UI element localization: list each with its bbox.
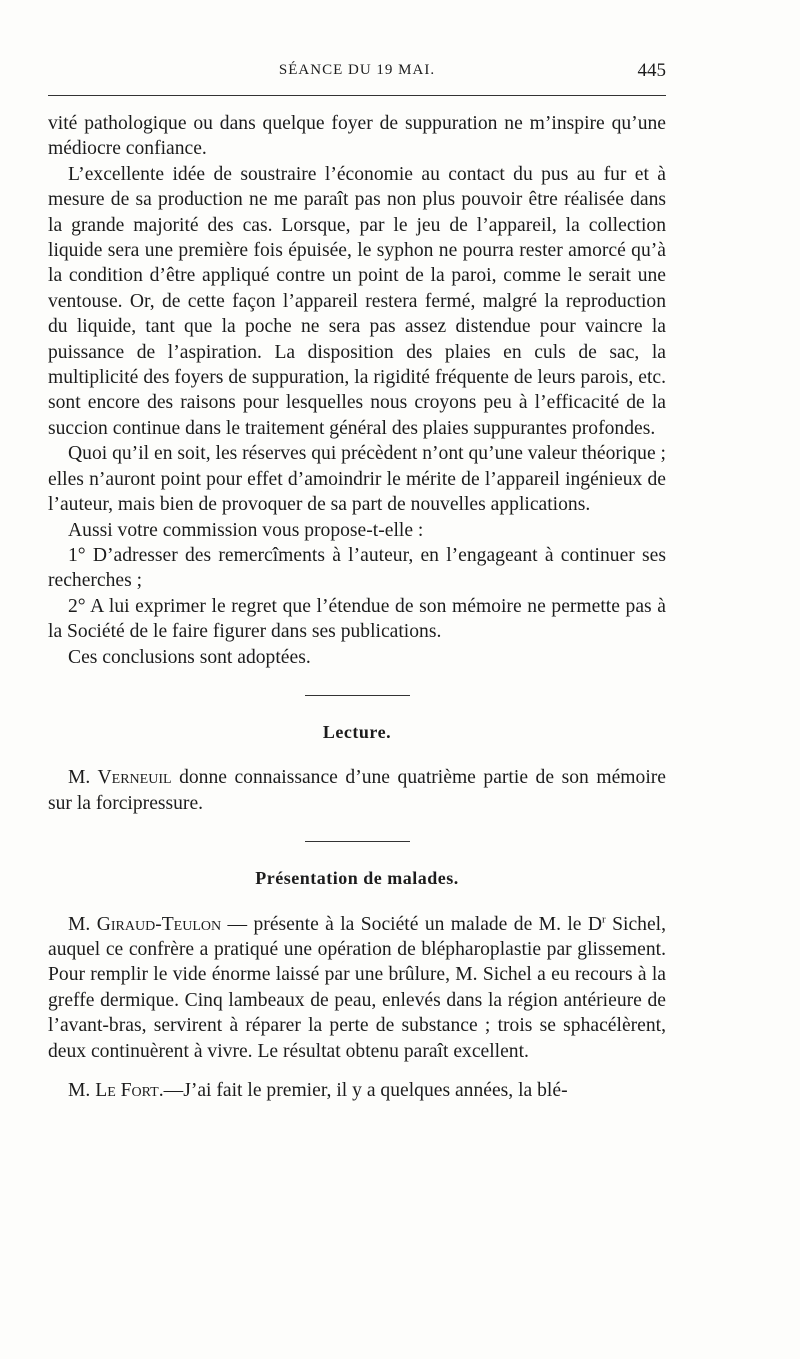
header-rule [48,95,666,96]
speaker-name: M. Giraud-Teulon [68,913,222,935]
report-paragraph-3: Quoi qu’il en soit, les réserves qui précèdent n’ont qu’une valeur théorique ; elles n’auront point pour effet d’amoindrir le mérite de l’appareil ingénieux de l’auteur, mais bien de provoquer de sa part de nouvelles applications. [48,443,666,516]
reply-paragraph [48,1078,666,1103]
conclusions-adopted: Ces conclusions sont adoptées. [68,646,311,668]
speaker-name: M. Verneuil [68,767,172,789]
section-heading-lecture: Lecture. [322,721,392,742]
doctor-title-superscript: r [602,913,606,926]
lecture-paragraph [48,765,666,816]
conclusion-item-2: 2° A lui exprimer le regret que l’étendue de son mémoire ne permette pas à la Société de le faire figurer dans ses publications. [48,595,666,643]
report-paragraph-1: vité pathologique ou dans quelque foyer de suppuration ne m’inspire qu’une médiocre confiance. [48,113,666,160]
section-heading-presentation: Présentation de malades. [255,868,459,889]
conclusion-item-1: 1° D’adresser des remercîments à l’auteur, en l’engageant à continuer ses recherches ; [48,544,666,592]
running-head [48,58,666,86]
page-body [48,111,666,1103]
report-paragraph-2: L’excellente idée de soustraire l’économie au contact du pus au fur et à mesure de sa production ne me paraît pas non plus pouvoir être réalisée dans la grande majorité des cas. Lorsque, par le jeu de l’appareil, la collection liquide sera une première fois épuisée, le syphon ne pourra rester amorcé qu’à la condition d’être appliqué contre un point de la paroi, comme le serait une ventouse. Or, de cette façon l’appareil restera fermé, malgré la reproduction du liquide, tant que la poche ne sera pas assez distendue pour vaincre la puissance de l’aspiration. La disposition des plaies en culs de sac, la multiplicité des foyers de suppuration, la rigidité fréquente de leurs parois, etc. sont encore des raisons pour lesquelles nous croyons peu à l’efficacité de la succion continue dans le traitement général des plaies suppurantes profondes. [48,163,666,439]
speaker-name: M. Le Fort. [68,1080,164,1101]
presentation-text-part-2: Sichel, auquel ce confrère a pratiqué une opération de blépharoplastie par glissement. Pour remplir le vide énorme laissé par une brûlure, M. Sichel a eu recours à la greffe dermique. Cinq lambeaux de peau, enlevés dans la région antérieure de l’avant-bras, servirent à réparer la perte de substance ; trois se sphacélèrent, deux continuèrent à vivre. Le résultat obtenu paraît excellent. [48,913,666,1062]
page-number: 445 [637,60,666,81]
presentation-paragraph [48,912,666,1064]
section-separator [305,695,410,696]
running-title: SÉANCE DU 19 MAI. [278,62,436,78]
commission-proposal: Aussi votre commission vous propose-t-elle : [68,519,424,541]
lecture-text: donne connaissance d’une quatrième partie de son mémoire sur la forcipressure. [48,767,666,814]
section-separator [305,841,410,842]
presentation-text-part-1: — présente à la Société un malade de M. le D [221,913,603,935]
reply-text: —J’ai fait le premier, il y a quelques années, la blé- [163,1080,568,1101]
